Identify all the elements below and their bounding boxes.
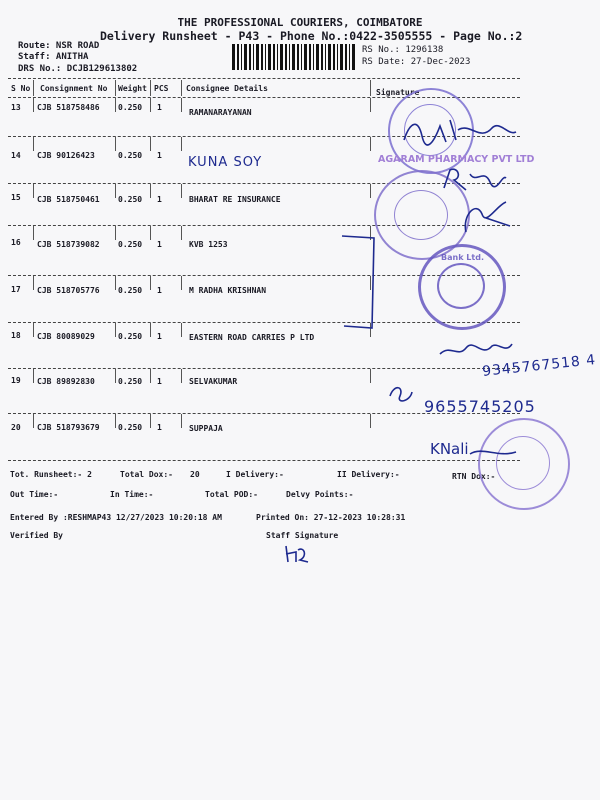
row-separator [8,460,520,461]
staff-signature-mark [282,542,310,566]
bank-stamp-text: Bank Ltd. [441,253,484,262]
divider [115,184,116,198]
staff-label: Staff: ANITHA [18,52,89,62]
col-consignment: Consignment No [40,84,108,93]
divider [115,276,116,290]
in-time-label: In Time:- [110,490,154,499]
row-sno: 20 [11,423,21,432]
divider [181,184,182,198]
total-dox-label: Total Dox:- [120,470,173,479]
row-sno: 14 [11,151,21,160]
row-consignment: CJB 518750461 [37,195,100,204]
row-consignee: SELVAKUMAR [189,377,238,386]
row-sno: 15 [11,193,21,202]
runsheet-title: Delivery Runsheet - P43 - Phone No.:0422-3505555 - Page No.:2 [100,29,523,43]
divider [181,226,182,240]
divider [370,369,371,383]
divider [150,184,151,198]
divider [115,226,116,240]
divider [181,137,182,151]
divider [33,137,34,151]
company-title: THE PROFESSIONAL COURIERS, COIMBATORE [177,16,423,29]
divider [115,137,116,151]
divider [115,414,116,428]
printed-on: Printed On: 27-12-2023 10:28:31 [256,513,406,522]
bank-seal-stamp [418,244,506,330]
entered-by: Entered By :RESHMAP43 12/27/2023 10:20:18 AM [10,513,222,522]
divider [181,414,182,428]
agaram-stamp-text: AGARAM PHARMACY PVT LTD [378,154,535,165]
divider [181,323,182,337]
row-consignee: BHARAT RE INSURANCE [189,195,281,204]
row-pcs: 1 [157,151,162,160]
total-pod-label: Total POD:- [205,490,258,499]
row-consignee: M RADHA KRISHNAN [189,286,267,295]
col-consignee: Consignee Details [186,84,268,93]
out-time-label: Out Time:- [10,490,59,499]
staff-signature-label: Staff Signature [266,531,339,540]
barcode-image [232,44,358,70]
row-sno: 16 [11,238,21,247]
row-consignment: CJB 89892830 [37,377,95,386]
row-consignee: RAMANARAYANAN [189,108,252,117]
row-sno: 17 [11,285,21,294]
row-consignment: CJB 90126423 [37,151,95,160]
divider [33,98,34,112]
row-weight: 0.250 [118,103,143,112]
divider [115,369,116,383]
row-pcs: 1 [157,332,162,341]
row-pcs: 1 [157,240,162,249]
row-sno: 18 [11,331,21,340]
row-sno: 19 [11,376,21,385]
row-pcs: 1 [157,286,162,295]
divider [181,276,182,290]
header-top-rule [8,78,520,79]
row-weight: 0.250 [118,195,143,204]
divider [33,80,34,96]
ii-delivery-label: II Delivery:- [337,470,400,479]
drs-number: DRS No.: DCJB129613802 [18,64,138,74]
divider [370,137,371,151]
divider [181,80,182,96]
divider [33,414,34,428]
total-dox-value: 20 [190,470,200,479]
bracket-mark [340,232,380,332]
rtn-dox-label: RTN Dox:- [452,472,496,481]
divider [370,98,371,112]
row-consignment: CJB 518705776 [37,286,100,295]
row-pcs: 1 [157,103,162,112]
divider [150,323,151,337]
col-weight: Weight [118,84,147,93]
row-consignee: SUPPAJA [189,424,223,433]
divider [33,369,34,383]
i-delivery-label: I Delivery:- [226,470,284,479]
divider [150,98,151,112]
rs-date: RS Date: 27-Dec-2023 [362,57,471,67]
handwritten-name-knali: KNali [430,440,469,458]
divider [370,184,371,198]
row-consignee: KVB 1253 [189,240,228,249]
divider [33,184,34,198]
route-label: Route: NSR ROAD [18,41,100,51]
row-consignee-handwritten: KUNA SOY [188,155,263,170]
row-weight: 0.250 [118,286,143,295]
signature-row15 [456,196,516,236]
row-consignment: CJB 518758486 [37,103,100,112]
row-weight: 0.250 [118,240,143,249]
col-sno: S No [11,84,31,93]
signature-row14 [440,164,510,194]
delvy-points-label: Delvy Points:- [286,490,354,499]
row-consignment: CJB 518793679 [37,423,100,432]
row-weight: 0.250 [118,423,143,432]
row-weight: 0.250 [118,332,143,341]
divider [115,80,116,96]
col-signature: Signature [376,88,420,97]
divider [150,414,151,428]
row-weight: 0.250 [118,377,143,386]
divider [150,80,151,96]
handwritten-phone-1: 9345767518 4 [481,352,597,380]
row-pcs: 1 [157,195,162,204]
divider [33,276,34,290]
divider [150,369,151,383]
row-weight: 0.250 [118,151,143,160]
row-consignment: CJB 518739082 [37,240,100,249]
divider [181,369,182,383]
agency-seal-stamp [478,418,570,510]
rs-number: RS No.: 1296138 [362,45,444,55]
divider [115,98,116,112]
divider [150,226,151,240]
divider [115,323,116,337]
col-pcs: PCS [154,84,169,93]
row-pcs: 1 [157,377,162,386]
row-sno: 13 [11,103,21,112]
divider [150,137,151,151]
divider [150,276,151,290]
handwritten-phone-2: 9655745205 [424,397,536,416]
divider [181,98,182,112]
verified-by: Verified By [10,531,63,540]
total-runsheet: Tot. Runsheet:- 2 [10,470,92,479]
divider [370,80,371,96]
row-consignment: CJB 80089029 [37,332,95,341]
divider [370,414,371,428]
signature-tail [468,442,518,462]
row-consignee: EASTERN ROAD CARRIES P LTD [189,333,315,342]
row-pcs: 1 [157,423,162,432]
divider [33,323,34,337]
signature-row13 [400,112,520,148]
signature-row19 [386,382,416,406]
divider [33,226,34,240]
